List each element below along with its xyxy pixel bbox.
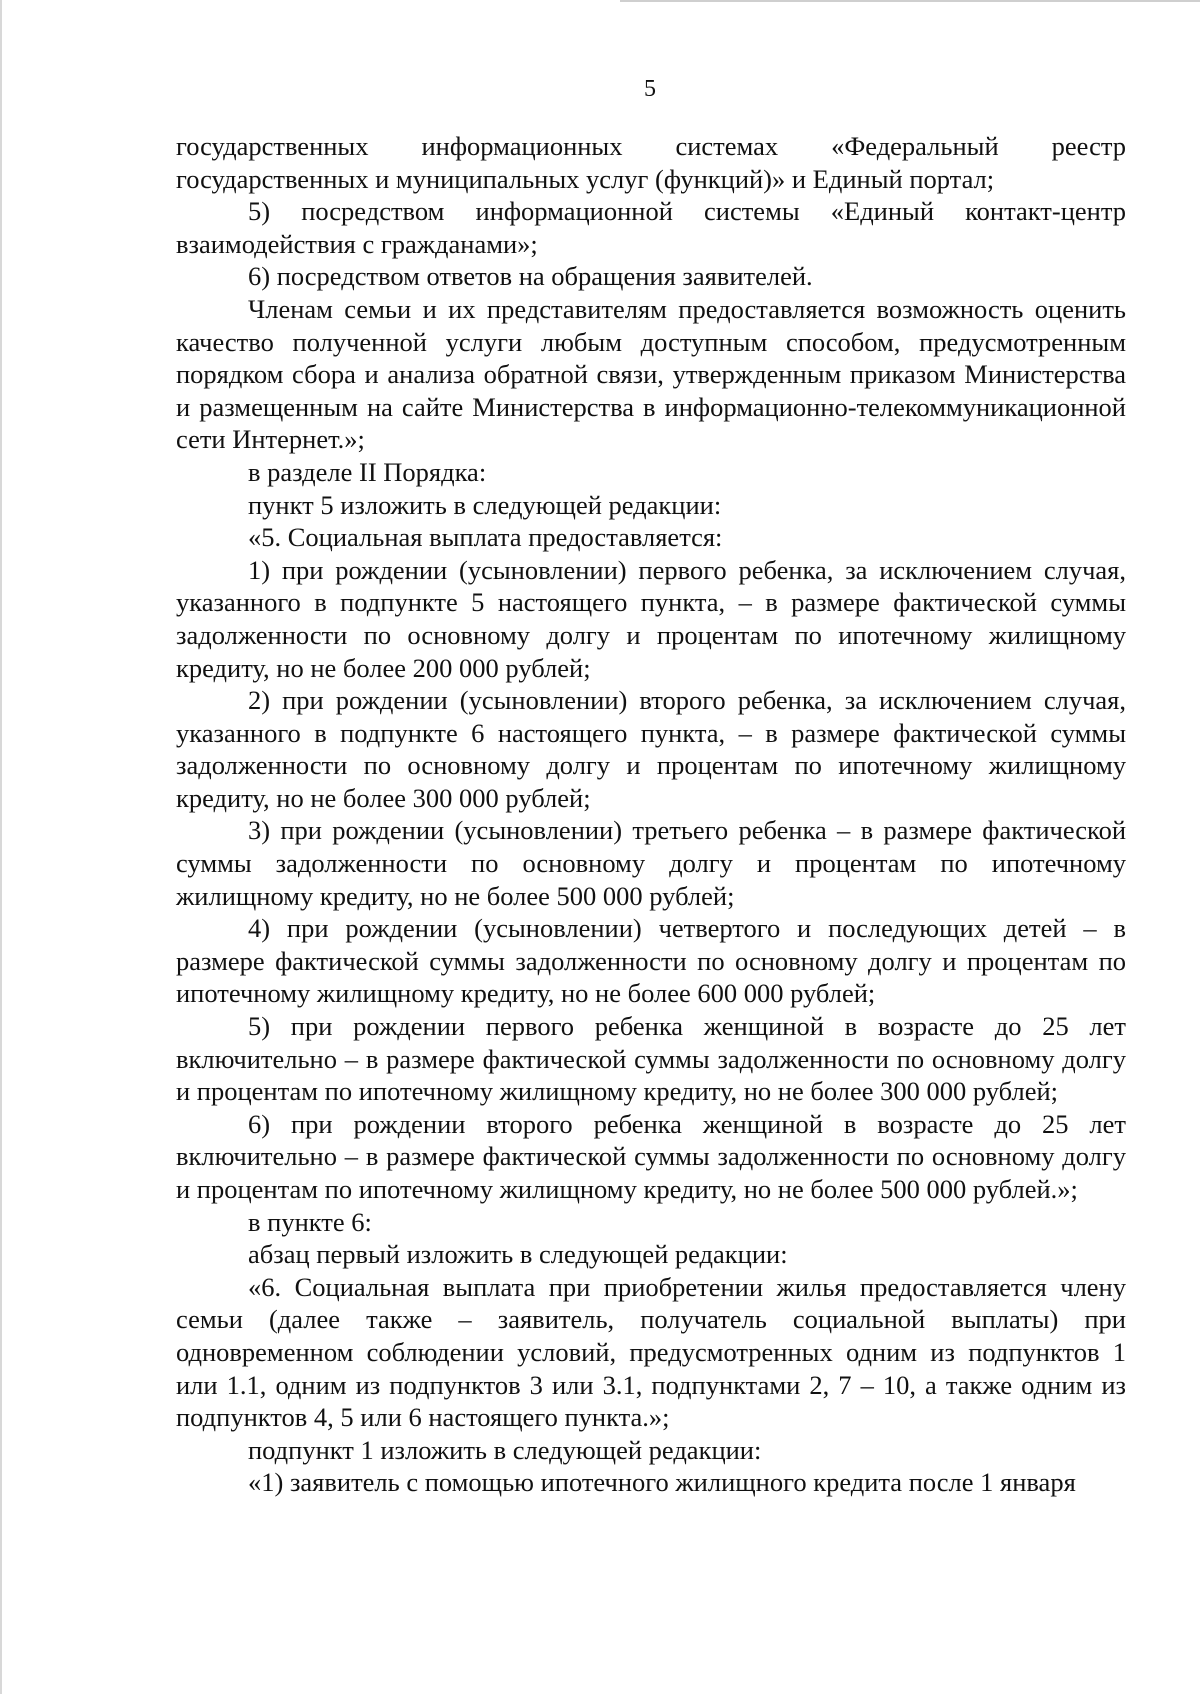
page-number: 5 [644, 76, 656, 102]
document-body [176, 130, 1126, 1499]
paragraph: 4) при рождении (усыновлении) четвертого и последующих детей – в размере фактической суммы задолженности по основному долгу и процентам по ипотечному жилищному кредиту, но не более 600 000 рублей; [176, 913, 1126, 1009]
paragraph: «6. Социальная выплата при приобретении жилья предоставляется члену семьи (далее также – заявитель, получатель социальной выплаты) при одновременном соблюдении условий, предусмотренных одним из подпунктов 1 или 1.1, одним из подпунктов 3 или 3.1, подпунктами 2, 7 – 10, а также одним из подпунктов 4, 5 или 6 настоящего пункта.»; [176, 1271, 1126, 1433]
paragraph: абзац первый изложить в следующей редакции: [248, 1239, 788, 1270]
paragraph: 6) посредством ответов на обращения заявителей. [248, 261, 813, 292]
paragraph: государственных информационных системах «Федеральный реестр государственных и муниципальных услуг (функций)» и Единый портал; [176, 131, 1126, 194]
paragraph: «5. Социальная выплата предоставляется: [248, 522, 723, 553]
paragraph: 2) при рождении (усыновлении) второго ребенка, за исключением случая, указанного в подпункте 6 настоящего пункта, – в размере фактической суммы задолженности по основному долгу и процентам по ипотечному жилищному кредиту, но не более 300 000 рублей; [176, 685, 1126, 813]
scan-edge-left [0, 0, 2, 1694]
paragraph: в разделе II Порядка: [248, 456, 487, 487]
paragraph: 1) при рождении (усыновлении) первого ребенка, за исключением случая, указанного в подпункте 5 настоящего пункта, – в размере фактической суммы задолженности по основному долгу и процентам по ипотечному жилищному кредиту, но не более 200 000 рублей; [176, 554, 1126, 683]
paragraph: 5) при рождении первого ребенка женщиной в возрасте до 25 лет включительно – в размере фактической суммы задолженности по основному долгу и процентам по ипотечному жилищному кредиту, но не более 300 000 рублей; [176, 1011, 1126, 1107]
paragraph: 6) при рождении второго ребенка женщиной в возрасте до 25 лет включительно – в размере фактической суммы задолженности по основному долгу и процентам по ипотечному жилищному кредиту, но не более 500 000 рублей.»; [176, 1108, 1126, 1204]
paragraph: 5) посредством информационной системы «Единый контакт-центр взаимодействия с гражданами»; [176, 196, 1126, 259]
paragraph: 3) при рождении (усыновлении) третьего ребенка – в размере фактической суммы задолженности по основному долгу и процентам по ипотечному жилищному кредиту, но не более 500 000 рублей; [176, 815, 1126, 911]
paragraph: Членам семьи и их представителям предоставляется возможность оценить качество полученной услуги любым доступным способом, предусмотренным порядком сбора и анализа обратной связи, утвержденным приказом Министерства и размещенным на сайте Министерства в информационно-телекоммуникационной сети Интернет.»; [176, 293, 1126, 455]
scan-edge-top [620, 0, 1200, 2]
paragraph: «1) заявитель с помощью ипотечного жилищного кредита после 1 января [248, 1467, 1076, 1498]
paragraph: подпункт 1 изложить в следующей редакции: [248, 1434, 762, 1465]
paragraph: пункт 5 изложить в следующей редакции: [248, 489, 722, 520]
paragraph: в пункте 6: [248, 1206, 372, 1237]
